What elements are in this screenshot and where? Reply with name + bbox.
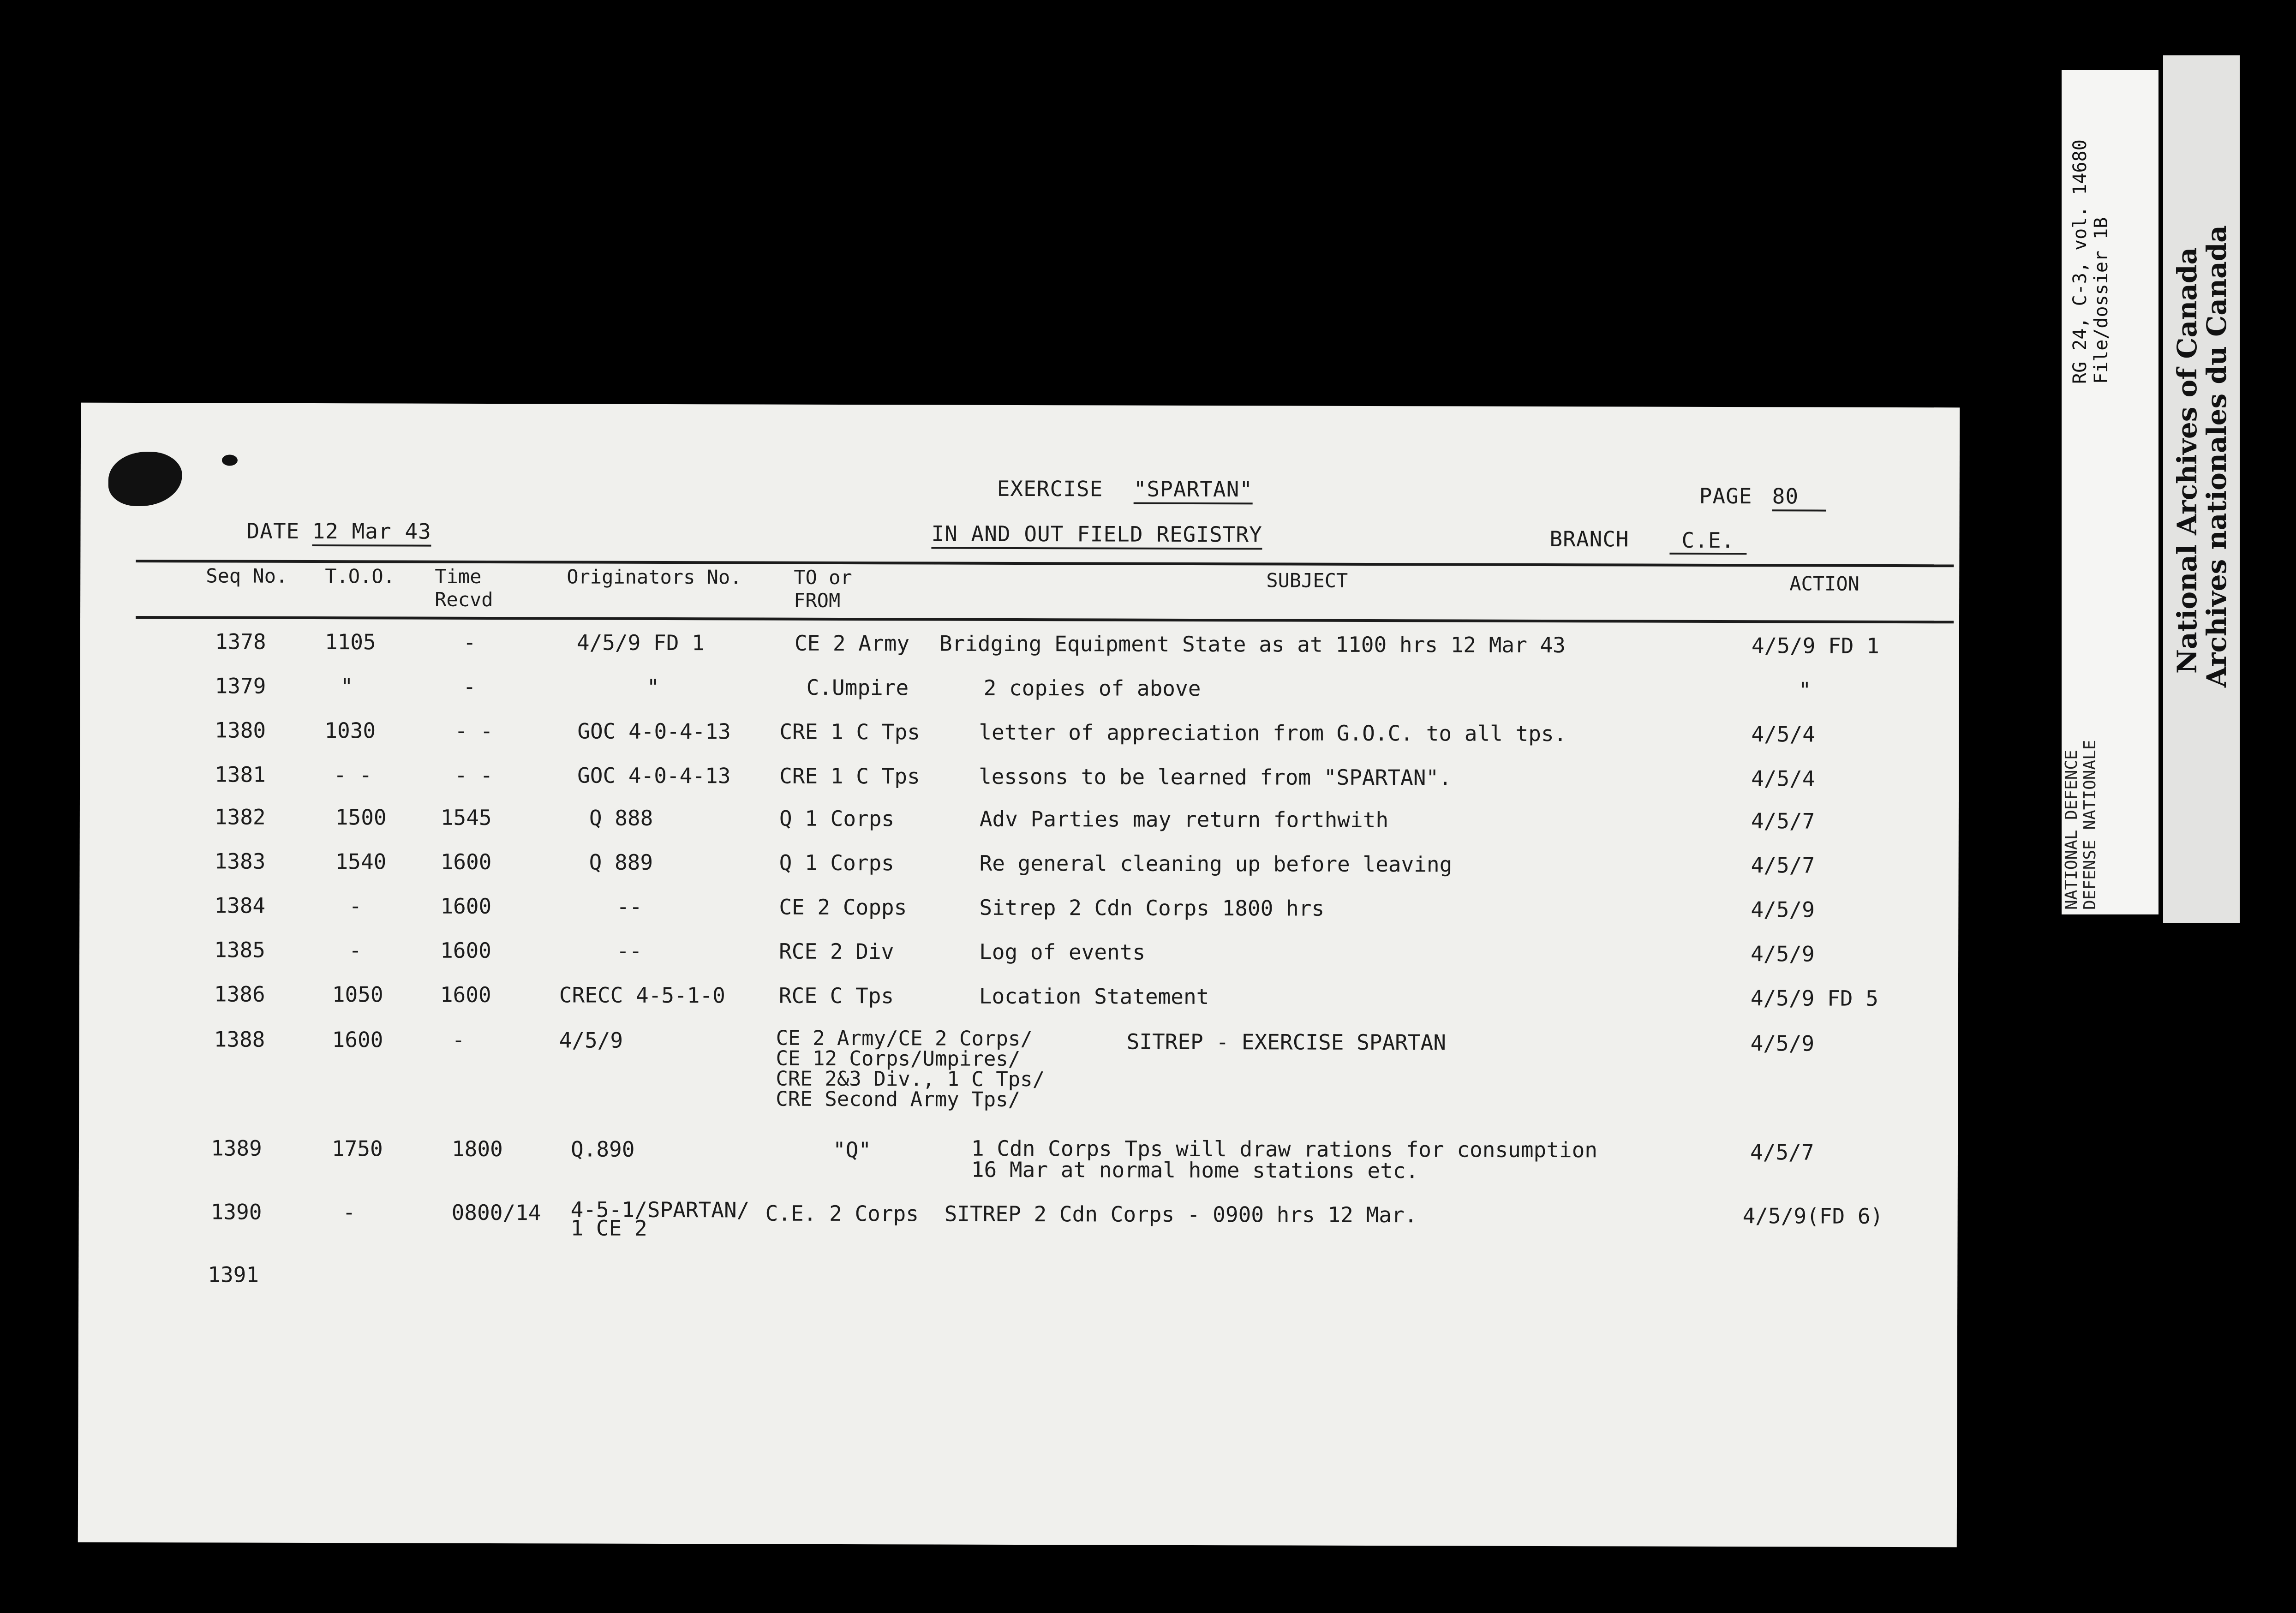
cell-to-from: Q 1 Corps [779, 806, 895, 831]
cell-to-from: Q 1 Corps [779, 850, 894, 876]
cell-action: 4/5/7 [1751, 853, 1815, 878]
cell-subject: Location Statement [979, 983, 1209, 1010]
cell-originators: GOC 4-0-4-13 [577, 718, 731, 744]
cell-time-recvd: - [463, 674, 476, 699]
cell-time-recvd: - [463, 629, 476, 655]
cell-subject: Re general cleaning up before leaving [979, 850, 1453, 877]
cell-to-from: CE 2 Army [794, 630, 910, 656]
cell-originators: CRECC 4-5-1-0 [559, 982, 725, 1008]
cell-time-recvd: - - [454, 762, 493, 788]
ink-dot [222, 454, 238, 466]
department-line2: DEFENSE NATIONALE [2081, 740, 2099, 910]
table-row [80, 848, 1959, 881]
col-originators-header: Originators No. [567, 565, 742, 589]
cell-seq: 1379 [215, 673, 266, 699]
table-row [80, 717, 1959, 750]
cell-to-from: "Q" [832, 1137, 872, 1163]
col-action-header: ACTION [1789, 572, 1860, 595]
cell-too: 1105 [324, 629, 376, 655]
cell-time-recvd: - [452, 1027, 465, 1052]
cell-too: - [342, 1200, 356, 1225]
cell-action: 4/5/9 [1751, 941, 1815, 967]
table-row [79, 893, 1958, 926]
cell-too: - [349, 938, 362, 963]
cell-originators: Q 889 [589, 849, 653, 875]
cell-seq: 1378 [215, 629, 266, 654]
cell-seq: 1382 [214, 804, 266, 830]
cell-seq: 1380 [215, 717, 266, 743]
archives-name-en: National Archives of Canada [2171, 247, 2203, 674]
table-row [78, 1262, 1957, 1295]
ink-blot [108, 452, 182, 506]
cell-to-from: CE 2 Army/CE 2 Corps/ CE 12 Corps/Umpires/ CRE 2&3 Div., 1 C Tps/ CRE Second Army Tps/ [776, 1026, 1045, 1112]
cell-seq: 1385 [214, 937, 265, 962]
registry-sheet [78, 403, 1960, 1547]
cell-too: 1750 [331, 1136, 383, 1161]
cell-too: 1500 [335, 805, 387, 830]
cell-too: - [349, 893, 362, 919]
cell-too: 1030 [324, 718, 376, 743]
cell-seq: 1389 [210, 1135, 262, 1161]
cell-action: " [1798, 677, 1812, 703]
cell-too: 1540 [335, 849, 387, 874]
exercise-label: EXERCISE [997, 476, 1103, 502]
col-to-from-header: TO or FROM [794, 566, 852, 612]
cell-subject: lessons to be learned from "SPARTAN". [979, 764, 1452, 790]
cell-seq: 1388 [214, 1027, 265, 1052]
cell-too: 1050 [332, 982, 383, 1007]
cell-originators: 4/5/9 FD 1 [576, 630, 705, 656]
cell-subject: Adv Parties may return forthwith [979, 806, 1389, 833]
cell-action: 4/5/9 [1751, 897, 1815, 922]
branch-value: C.E. [1669, 528, 1746, 555]
table-row [79, 937, 1958, 970]
cell-seq: 1383 [214, 848, 266, 874]
cell-action: 4/5/9 [1750, 1031, 1815, 1056]
col-subject-header: SUBJECT [1266, 569, 1348, 592]
table-row [79, 1135, 1958, 1191]
cell-to-from: CE 2 Copps [779, 894, 907, 920]
col-time-recvd-header: Time Recvd [435, 565, 493, 611]
cell-subject: Bridging Equipment State as at 1100 hrs 12 Mar 43 [939, 631, 1566, 658]
cell-time-recvd: 1600 [440, 849, 492, 875]
cell-time-recvd: 0800/14 [451, 1200, 541, 1225]
cell-originators: GOC 4-0-4-13 [577, 763, 731, 789]
cell-subject: letter of appreciation from G.O.C. to all tps. [979, 719, 1567, 747]
cell-subject: SITREP 2 Cdn Corps - 0900 hrs 12 Mar. [944, 1201, 1417, 1228]
header-top-rule [136, 560, 1954, 567]
cell-subject: 2 copies of above [983, 675, 1201, 701]
cell-action: 4/5/7 [1751, 808, 1815, 834]
archive-reference-line2: File/dossier 1B [2091, 217, 2112, 384]
cell-action: 4/5/9(FD 6) [1742, 1203, 1883, 1229]
cell-to-from: C.E. 2 Corps [765, 1201, 919, 1226]
col-seq-header: Seq No. [206, 564, 288, 587]
date-label: DATE [246, 518, 300, 544]
page-number: 80 [1772, 484, 1827, 511]
cell-seq: 1386 [214, 981, 265, 1007]
table-row [80, 629, 1959, 662]
table-row [80, 673, 1959, 706]
cell-subject: Log of events [979, 939, 1146, 965]
cell-seq: 1381 [215, 762, 266, 787]
cell-time-recvd: 1600 [440, 982, 491, 1008]
cell-too: - - [334, 762, 372, 788]
cell-originators: -- [616, 938, 642, 963]
cell-too: " [340, 674, 353, 699]
cell-action: 4/5/4 [1751, 766, 1815, 791]
department-line1: NATIONAL DEFENCE [2062, 750, 2081, 910]
header-bottom-rule [136, 616, 1954, 623]
archive-reference-strip [2062, 70, 2158, 914]
archives-stamp-strip [2163, 55, 2240, 923]
table-row [80, 762, 1959, 795]
registry-title: IN AND OUT FIELD REGISTRY [931, 521, 1262, 550]
cell-to-from: CRE 1 C Tps [779, 719, 921, 745]
cell-too: 1600 [332, 1027, 383, 1052]
cell-subject: Sitrep 2 Cdn Corps 1800 hrs [979, 895, 1325, 921]
exercise-name: "SPARTAN" [1134, 477, 1253, 505]
cell-originators: -- [616, 894, 642, 919]
table-row [78, 1199, 1957, 1255]
cell-time-recvd: 1600 [440, 938, 491, 963]
cell-time-recvd: - - [454, 718, 493, 744]
cell-originators: " [646, 674, 660, 699]
table-row [79, 1027, 1958, 1138]
date-value: 12 Mar 43 [312, 519, 431, 547]
cell-to-from: C.Umpire [806, 675, 909, 700]
cell-seq: 1384 [214, 893, 266, 918]
archives-name-fr: Archives nationales du Canada [2201, 225, 2232, 687]
col-too-header: T.O.O. [325, 565, 395, 588]
cell-time-recvd: 1545 [440, 805, 492, 830]
cell-time-recvd: 1600 [440, 893, 492, 919]
cell-to-from: RCE 2 Div [779, 938, 894, 964]
page-label: PAGE [1699, 483, 1752, 509]
cell-seq: 1391 [208, 1262, 259, 1287]
cell-action: 4/5/9 FD 1 [1751, 633, 1879, 658]
cell-to-from: CRE 1 C Tps [779, 763, 920, 789]
table-row [80, 804, 1959, 837]
cell-originators: Q 888 [589, 805, 653, 830]
cell-originators: 4-5-1/SPARTAN/ 1 CE 2 [570, 1197, 750, 1241]
cell-action: 4/5/7 [1750, 1140, 1814, 1165]
cell-time-recvd: 1800 [451, 1136, 503, 1162]
cell-subject: SITREP - EXERCISE SPARTAN [1126, 1029, 1447, 1055]
archive-reference-line1: RG 24, C-3, vol. 14680 [2069, 139, 2091, 384]
cell-seq: 1390 [210, 1199, 262, 1225]
cell-originators: Q.890 [570, 1136, 635, 1162]
cell-action: 4/5/4 [1751, 722, 1815, 747]
cell-originators: 4/5/9 [559, 1028, 623, 1053]
cell-subject: 1 Cdn Corps Tps will draw rations for consumption 16 Mar at normal home stations etc. [971, 1135, 1598, 1183]
cell-action: 4/5/9 FD 5 [1750, 986, 1878, 1011]
table-row [79, 981, 1958, 1014]
cell-to-from: RCE C Tps [778, 983, 894, 1009]
branch-label: BRANCH [1549, 526, 1629, 552]
